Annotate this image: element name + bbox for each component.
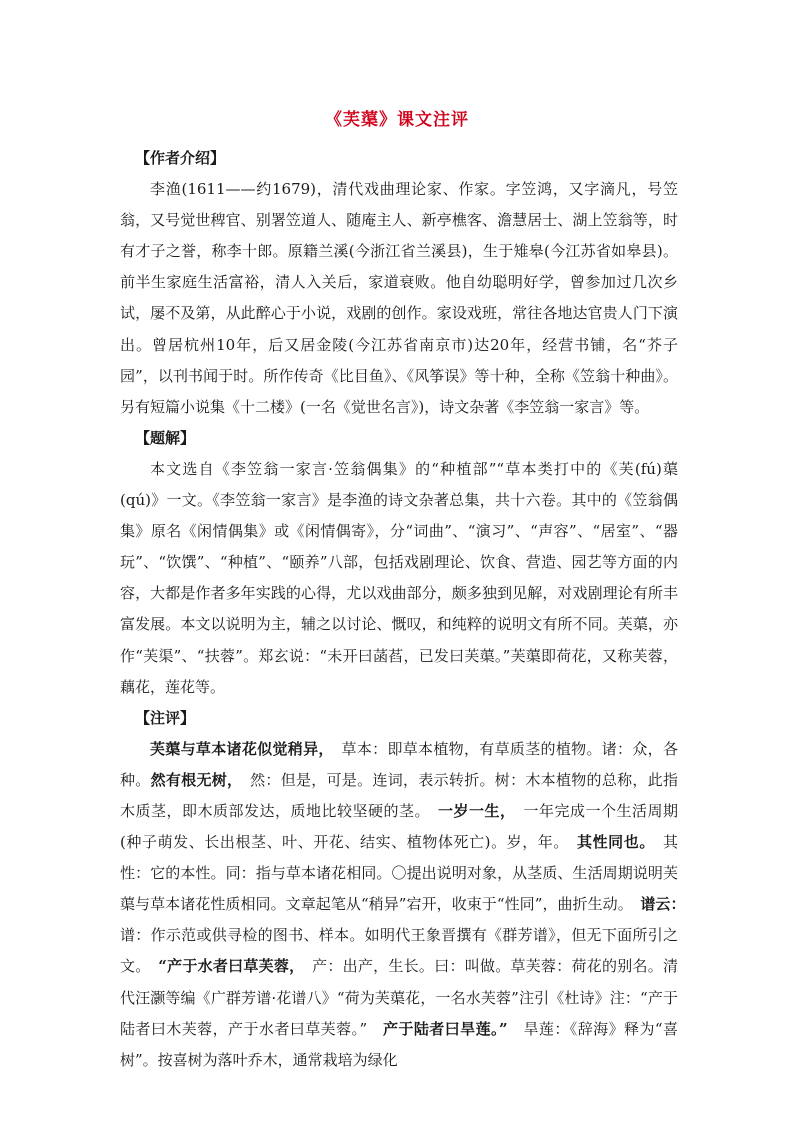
note-segment: 其性同也。	[577, 833, 663, 852]
note-segment: “产于水者曰草芙蓉，	[158, 957, 313, 976]
note-segment: 一年完成一个生活周期(种子萌发、长出根茎、叶、开花、结实、植物体死亡)。岁，年。	[120, 801, 678, 852]
page-title: 《芙蕖》课文注评	[325, 110, 469, 130]
author-heading: 【作者介绍】	[135, 149, 226, 167]
note-segment: 草本：即草本植物，有草质茎的植物。诸：众，各种。	[120, 739, 678, 789]
note-segment: 其性：它的本性。同：指与草本诸花相同。〇提出说明对象，从茎质、生活周期说明芙蕖与草本诸花性质相同。文章起笔从“稍异”宕开，收束于“性同”，曲折生动。	[120, 833, 678, 914]
note-segment: 谱：作示范或供寻检的图书、样本。如明代王象晋撰有《群芳谱》，但无下面所引之文。	[120, 926, 678, 976]
note-segment: 然：但是，可是。连词，表示转折。树：木本植物的总称，此指木质茎，即木质部发达，质地比较坚硬的茎。	[120, 770, 678, 820]
notes-paragraph	[120, 734, 693, 1076]
notes-heading: 【注评】	[135, 708, 196, 727]
title-explanation-paragraph: 本文选自《李笠翁一家言·笠翁偶集》的“种植部”“草本类打中的《芙(fú)蕖(qú)》一文。《李笠翁一家言》是李渔的诗文杂著总集，共十六卷。其中的《笠翁偶集》原名《闲情偶集》或《闲情偶寄》，分“词曲”、“演习”、“声容”、“居室”、“器玩”、“饮馔”、“种植”、“颐养”八部，包括戏剧理论、饮食、营造、园艺等方面的内容，大都是作者多年实践的心得，尤以戏曲部分，颇多独到见解，对戏剧理论有所丰富发展。本文以说明为主，辅之以讨论、慨叹，和纯粹的说明文有所不同。芙蕖，亦作“芙渠”、“扶蓉”。郑玄说：“未开曰菡萏，已发曰芙蕖。”芙蕖即荷花，又称芙蓉，藕花，莲花等。	[120, 459, 678, 696]
title-explanation-heading: 【题解】	[135, 428, 196, 447]
note-segment: 旱莲：《辞海》释为“喜树”。按喜树为落叶乔木，通常栽培为绿化	[120, 1019, 679, 1069]
author-paragraph: 李渔(1611——约1679)，清代戏曲理论家、作家。字笠鸿，又字滴凡，号笠翁，又号觉世稗官、别署笠道人、随庵主人、新亭樵客、澹慧居士、湖上笠翁等，时有才子之誉，称李十郎。原籍兰溪(今浙江省兰溪县)，生于雉皋(今江苏省如皋县)。前半生家庭生活富裕，清人入关后，家道衰败。他自幼聪明好学，曾参加过几次乡试，屡不及第，从此醉心于小说，戏剧的创作。家设戏班，常往各地达官贵人门下演出。曾居杭州10年，后又居金陵(今江苏省南京市)达20年，经营书铺，名“芥子园”，以刊书闻于时。所作传奇《比目鱼》、《风筝误》等十种，全称《笠翁十种曲》。另有短篇小说集《十二楼》(一名《觉世名言》)，诗文杂著《李笠翁一家言》等。	[120, 180, 678, 416]
note-segment: 芙蕖与草本诸花似觉稍异，	[150, 739, 342, 758]
note-segment: 产：出产，生长。曰：叫做。草芙蓉：荷花的别名。清代汪灏等编《广群芳谱·花谱八》“荷为芙蕖花，一名水芙蓉”注引《杜诗》注：“产于陆者曰木芙蓉，产于水者曰草芙蓉。”	[120, 957, 678, 1038]
note-segment: 谱云：	[640, 895, 693, 914]
note-segment: 然有根无树，	[150, 770, 251, 789]
note-segment: 产于陆者曰旱莲。”	[383, 1019, 524, 1038]
note-segment: 一岁一生，	[437, 801, 524, 820]
document-body	[120, 143, 693, 1076]
